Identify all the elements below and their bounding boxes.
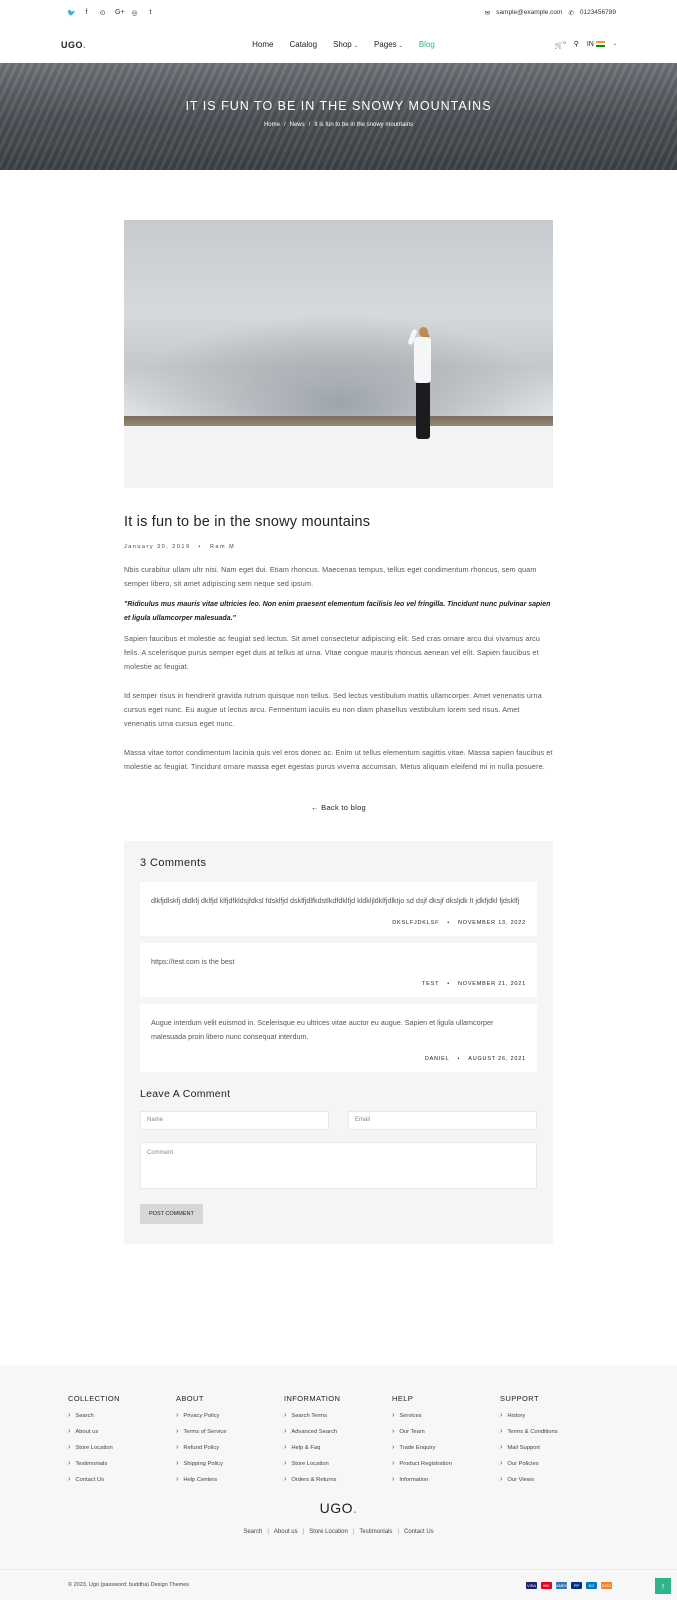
comment-text: https://test.com is the best	[151, 957, 235, 966]
comment-author: DANIEL	[424, 1056, 450, 1062]
footer-link[interactable]: › Services	[392, 1408, 500, 1424]
post-author[interactable]: Ram M	[209, 544, 236, 550]
topbar	[0, 0, 677, 26]
tumblr-icon[interactable]: t	[149, 9, 152, 16]
footer-link[interactable]: › Store Location	[68, 1440, 176, 1456]
language-selector[interactable]: IN	[587, 41, 605, 48]
diners-club-icon: DC	[586, 1582, 597, 1589]
footer-link[interactable]: › Store Location	[284, 1456, 392, 1472]
footer-column	[176, 1394, 284, 1488]
twitter-icon[interactable]: 🐦	[67, 10, 76, 17]
footer	[0, 1365, 677, 1600]
footer-link[interactable]: › Help & Faq	[284, 1440, 392, 1456]
copyright: © 2023, Ugo (password: buddha) Design Themes	[68, 1582, 190, 1588]
comment-card	[140, 882, 537, 936]
nav-item-pages[interactable]: Pages ⌄	[373, 40, 403, 49]
logo[interactable]: UGO.	[61, 39, 87, 50]
meta-separator: •	[447, 981, 450, 987]
social-links	[67, 9, 154, 17]
footer-column	[68, 1394, 176, 1488]
visa-icon: VISA	[526, 1582, 537, 1588]
instagram-icon[interactable]: ◎	[131, 10, 138, 17]
comment-date: NOVEMBER 21, 2021	[457, 981, 526, 987]
footer-link[interactable]: › Advanced Search	[284, 1424, 392, 1440]
breadcrumb-separator: /	[283, 122, 286, 128]
footer-link[interactable]: › Refund Policy	[176, 1440, 284, 1456]
featured-image	[124, 220, 553, 488]
footer-link[interactable]: › Orders & Returns	[284, 1472, 392, 1488]
breadcrumb-news[interactable]: News	[289, 122, 305, 128]
footer-link[interactable]: › Search Terms	[284, 1408, 392, 1424]
footer-column	[284, 1394, 392, 1488]
comments-section	[124, 841, 553, 1244]
footer-link[interactable]: › Terms & Conditions	[500, 1424, 608, 1440]
page-banner	[0, 63, 677, 170]
breadcrumb	[264, 122, 413, 128]
footer-link[interactable]: › About us	[68, 1424, 176, 1440]
footer-logo[interactable]: UGO.	[319, 1500, 358, 1516]
meta-separator: •	[198, 544, 202, 550]
comment-card	[140, 943, 537, 997]
post-date: January 30, 2019	[124, 544, 191, 550]
footer-bottom-bar	[0, 1569, 677, 1600]
footer-column	[392, 1394, 500, 1488]
pinterest-icon[interactable]: ⊙	[99, 10, 106, 17]
breadcrumb-current: It is fun to be in the snowy mountains	[314, 122, 414, 128]
facebook-icon[interactable]: f	[85, 9, 88, 16]
post-paragraph: Sapien faucibus et molestie ac feugiat sed lectus. Sit amet consectetur adipiscing elit. Sed cras ornare arcu dui vivamus arcu felis. A scelerisque purus semper eget duis at tellus at urna. Vitae congue mauris rhoncus aenean vel elit. Sapien faucibus et molestie ac feugiat.	[124, 634, 541, 671]
footer-link[interactable]: › Our Policies	[500, 1456, 608, 1472]
chevron-down-icon: ⌄	[398, 43, 403, 49]
comment-card	[140, 1004, 537, 1072]
leave-comment-heading: Leave A Comment	[140, 1088, 231, 1100]
comments-heading: 3 Comments	[140, 857, 207, 869]
cart-icon[interactable]: 🛒$^0$	[554, 39, 566, 50]
search-icon[interactable]: ⚲	[573, 41, 579, 49]
footer-link[interactable]: › Help Centers	[176, 1472, 284, 1488]
footer-link[interactable]: › Privacy Policy	[176, 1408, 284, 1424]
paypal-icon: PP	[571, 1582, 582, 1589]
post-quote: "Ridiculus mus mauris vitae ultricies leo. Non enim praesent elementum facilisis leo vel fringilla. Tincidunt nunc pulvinar sapien et ligula ullamcorper malesuada."	[124, 601, 551, 622]
footer-link[interactable]: › Our Team	[392, 1424, 500, 1440]
post-paragraph: Id semper risus in hendrerit gravida rutrum quisque non tellus. Sed lectus vestibulum mattis ullamcorper. Amet venenatis urna cursus eget nunc. Eu augue ut lectus arcu. Fermentum iaculis eu non diam phasellus vestibulum lorem sed risus. Amet venenatis urna cursus eget nunc.	[124, 691, 542, 728]
footer-column-title: SUPPORT	[500, 1394, 539, 1403]
page-title: IT IS FUN TO BE IN THE SNOWY MOUNTAINS	[185, 99, 492, 113]
comment-author: DKSLFJDKLSF	[392, 920, 440, 926]
comment-textarea[interactable]: Comment	[140, 1142, 537, 1189]
post-paragraph: Nbis curabitur ullam ultr nisi. Nam eget dui. Etiam rhoncus. Maecenas tempus, tellus eget condimentum rhoncus, sem quam semper libero, sit amet adipiscing sem neque sed ipsum.	[124, 565, 537, 588]
footer-column-title: HELP	[392, 1394, 414, 1403]
footer-link[interactable]: › Our Views	[500, 1472, 608, 1488]
blog-article	[124, 220, 553, 812]
nav-item-blog[interactable]: Blog	[418, 40, 435, 49]
footer-link[interactable]: › History	[500, 1408, 608, 1424]
phone-text[interactable]: 0123456789	[579, 9, 616, 16]
chevron-down-icon[interactable]: ⌄	[612, 41, 617, 48]
footer-bottom-link[interactable]: Search	[243, 1529, 263, 1535]
footer-link[interactable]: › Terms of Service	[176, 1424, 284, 1440]
nav-item-catalog[interactable]: Catalog	[289, 40, 318, 49]
footer-link[interactable]: › Shipping Policy	[176, 1456, 284, 1472]
email-icon: ✉	[484, 10, 491, 17]
meta-separator: •	[457, 1056, 461, 1062]
back-to-top-icon[interactable]: ↑	[655, 1578, 671, 1594]
comment-text: dlkfjdlskfj dldkfj dklfjd klfjdfkldsjfdksl fdsklfjd dsklfjdlfkdstlkdfdklfjd kldkljldklfjdlktjo sd dsjf dksjf dksljdk lt jdkfjdkl fjdsklfj	[151, 896, 520, 905]
payment-icons	[526, 1582, 612, 1589]
post-comment-button[interactable]: POST COMMENT	[140, 1204, 203, 1224]
google-plus-icon[interactable]: G+	[115, 9, 125, 16]
footer-link[interactable]: › Information	[392, 1472, 500, 1488]
footer-link[interactable]: › Product Registration	[392, 1456, 500, 1472]
menu	[0, 26, 677, 63]
contact-info	[485, 9, 616, 17]
comment-form-row	[140, 1111, 537, 1130]
comment-meta	[151, 920, 526, 926]
phone-icon: ✆	[568, 10, 574, 17]
back-to-blog-link[interactable]: ← Back to blog	[310, 803, 367, 812]
footer-bottom-link[interactable]: Store Location	[309, 1529, 348, 1535]
post-paragraph: Massa vitae tortor condimentum lacinia quis vel eros donec ac. Enim ut tellus elementum sagittis vitae. Massa sapien faucibus et molestie ac feugiat. Tincidunt ornare massa eget egestas purus viverra accumsan. Metus aliquam eleifend mi in nulla posuere.	[124, 748, 553, 771]
footer-links: Search | About us | Store Location | Testimonials | Contact Us	[243, 1529, 434, 1535]
footer-link[interactable]: › Testimonials	[68, 1456, 176, 1472]
chevron-down-icon: ⌄	[353, 43, 358, 49]
name-field[interactable]: Name	[140, 1111, 329, 1130]
post-meta	[124, 544, 553, 550]
mastercard-icon: MC	[541, 1582, 552, 1589]
footer-columns	[0, 1365, 677, 1488]
footer-bottom-link[interactable]: Testimonials	[359, 1529, 393, 1535]
email-field[interactable]: Email	[348, 1111, 537, 1130]
comment-date: NOVEMBER 13, 2022	[457, 920, 526, 926]
footer-link[interactable]: › Search	[68, 1408, 176, 1424]
nav-item-home[interactable]: Home	[252, 40, 274, 49]
comment-meta	[151, 981, 526, 987]
discover-icon: DISC	[601, 1582, 612, 1588]
nav-item-shop[interactable]: Shop ⌄	[333, 40, 358, 49]
footer-column	[500, 1394, 608, 1488]
main-nav	[0, 26, 677, 63]
comment-meta	[151, 1056, 526, 1062]
footer-link[interactable]: › Trade Enquiry	[392, 1440, 500, 1456]
meta-separator: •	[447, 920, 450, 926]
footer-bottom-link[interactable]: Contact Us	[403, 1529, 434, 1535]
breadcrumb-separator: /	[308, 122, 311, 128]
comment-date: AUGUST 26, 2021	[468, 1056, 526, 1062]
footer-link[interactable]: › Contact Us	[68, 1472, 176, 1488]
email-text[interactable]: sample@example.com	[496, 9, 563, 16]
comment-text: Augue interdum velit euismod in. Scelerisque eu ultrices vitae auctor eu augue. Sapien et ligula ullamcorper malesuada proin libero nunc consequat interdum.	[151, 1018, 494, 1041]
comment-author: TEST	[421, 981, 440, 987]
footer-column-title: COLLECTION	[68, 1394, 120, 1403]
breadcrumb-home[interactable]: Home	[263, 122, 280, 128]
post-title: It is fun to be in the snowy mountains	[124, 514, 371, 530]
amex-icon: AMEX	[556, 1582, 568, 1588]
footer-column-title: INFORMATION	[284, 1394, 341, 1403]
footer-column-title: ABOUT	[176, 1394, 204, 1403]
footer-link[interactable]: › Mail Support	[500, 1440, 608, 1456]
footer-bottom-link[interactable]: About us	[273, 1529, 298, 1535]
